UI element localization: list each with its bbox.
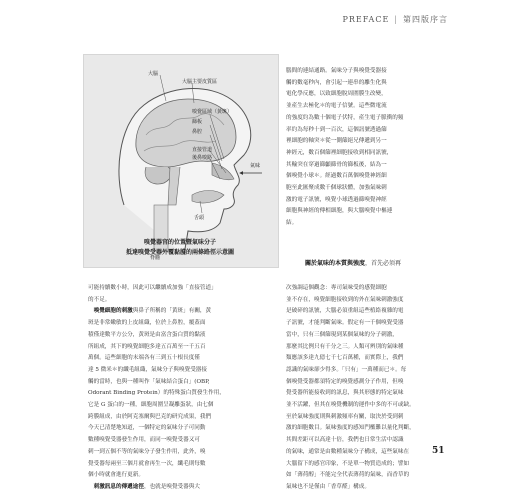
text-line: 氣味也不是僅由「香草醛」構成。 [286,483,370,490]
text-line: 腦間的連結通路。氣味分子與嗅覺受器接 [286,68,387,74]
label-direct-path: 直接管道 [192,147,213,153]
header-section-en: PREFACE [342,15,390,24]
figure-caption [88,238,272,258]
label-spine: 脊髓 [150,255,161,261]
text-line: 神經元，數百個篩裡細胞接收到相同訊號， [286,149,393,156]
text-line: 並不存在，嗅覺細胞接收到的外在氣味刺激強度 [286,296,404,303]
text-line: 達 5 微米＊的纖毛組織，氣味分子與嗅覺受器接 [88,366,207,373]
text-line: 激的電子訊號，嗅覺小球透過篩嗅覺神經 [286,196,387,203]
caption-line: 嗅覺器官的位置暨氣味分子 [143,239,216,246]
text-line: 的不足。 [88,296,111,303]
text-line: 激的細胞數目。氣味強度的感知門檻難以量化判斷， [286,425,415,432]
label-olfactory-area: 嗅覺區域（黃斑） [192,109,233,115]
text-line: 刺一到五個不等的氣味分子發生作用，此外，嗅 [88,448,206,455]
text-line: 可能持續數小時，因此可以繼續成加強「直接管道」 [88,285,217,291]
label-cortex: 大腦主要皮質區 [182,79,218,85]
text-line: 那麼其比例只有千分之三。人類可辨別的氣味種 [286,343,404,350]
text-line: 胞至此匯聚成數千個球狀體，加強氣味刺 [286,185,387,192]
label-retronasal: 後鼻嗅路 [192,155,213,161]
text-fragment: ，也就是嗅覺受器與大 [143,483,200,490]
paragraph-first-line [88,482,268,494]
text-line: 電化學反應，以致細胞脫周圍膜生改變， [286,91,387,98]
text-line: 並產生去極化＊的電子信號。這些微電流 [286,103,387,110]
text-line: 跨膜組成，由於阿克塞爾與巴克的研究成果，我們 [88,413,212,420]
text-line: 其間差距可以高達十倍，我們也日常生活中認識 [286,437,404,444]
text-line: 其輸突在穿過篩顱篩骨的篩板後，結為一 [286,161,387,168]
section-subheading [305,258,401,267]
left-column-bottom [88,283,268,494]
text-line: 萬個。這些細胞的末端各有三到五十根長度僅 [88,355,200,362]
subheading-tail: ，首先必須再 [365,260,402,267]
text-line: Odorant Binding Protein）的特殊蛋白質發生作用， [88,390,225,397]
paragraph-first-line [88,306,268,318]
text-line: 至於氣味強度則與刺激頻率有關，取決於受到刺 [286,413,404,420]
inline-heading: 嗅覺細胞的刺激 [93,308,133,315]
text-line: 是破碎的訊號，大腦必須重組這些植絡複雜的電 [286,308,404,315]
text-line: 的氣味，通常是由數種氣味分子構成，這些氣味在 [286,448,410,455]
text-line: 類應該多達九億七千七百萬種，而實際上，我們 [286,355,404,362]
text-line: 今天已清楚地知道，一個特定的氣味分子可同動 [88,425,206,432]
head-cross-section-diagram [84,55,278,267]
text-line: 結。 [286,220,298,227]
text-line: 覺受器所能接收到的訊息，與其形態的特定氣味 [286,390,404,397]
header-separator: | [394,15,398,24]
text-line: 觸的數毫秒內，會引起一連串的離生化與 [286,79,387,86]
text-line: 它是 G 蛋白的一種，細胞周圍呈凝離蛋狀，由七個 [88,402,214,409]
text-line: 個小時就會進行更新。 [88,472,144,479]
text-line: 並不活躍，但其在嗅覺機制的運作中多的不可或缺。 [286,402,415,409]
text-line: 的強度約為數十個電子伏特，產生電子脈衝的頻 [286,114,404,121]
caption-line: 抵達嗅覺受器外覆黏膜的兩條路徑示意圖 [125,249,234,256]
text-line: 如「薄荷醇」不能完全代表薄荷的氣味，而香草的 [286,472,410,479]
text-line: 所組成，其下的嗅覺細胞多達五百萬至一千五百 [88,343,206,350]
text-line: 細胞與神經的傳相細胞，與大腦嗅覺中樞連 [286,208,393,215]
right-column-top [286,66,434,230]
inline-heading: 刺激訊息的傳遞途徑 [93,483,144,490]
text-line: 大腦留下的感官印象，不是單一物質造成的；譬如 [286,460,410,467]
page-number: 51 [432,446,445,456]
text-line: 數種嗅覺受器發生作用，而同一嗅覺受器又可 [88,437,200,444]
text-line: 個嗅覺受器都須特定的嗅覺感測分子作用，但嗅 [286,378,404,385]
label-tongue: 舌頭 [194,215,205,221]
text-fragment: 與鼻子所稱的「黃斑」有關，黃 [132,308,212,315]
label-cribriform-plate: 篩板 [192,119,203,125]
text-line: 覺受器每兩至三個月就會再生一次，纖毛則每數 [88,460,206,467]
text-line: 裡細胞的軸突＊從一側篩絕兄傳遞到另一 [286,138,387,145]
text-line: 率約為每秒十到一百次，這個訊號透過篩 [286,126,387,133]
subheading-bold: 關於氣味的本質與強度 [305,260,366,267]
anatomy-figure [83,54,279,268]
running-header [342,14,448,25]
text-line: 次強調這個觀念：專司氣味受的感覺細胞 [286,285,387,291]
text-line: 積僅達數平方公分，黃斑是由富含蛋白質的黏液 [88,331,206,338]
text-line: 子訊號，才能判斷氣味。假定有一千個嗅覺受器 [286,320,404,327]
label-cerebrum: 大腦 [148,71,159,77]
label-nasal-cavity: 鼻腔 [192,129,203,135]
right-column-bottom [286,283,434,494]
text-line: 個嗅覺小球＊。經過數百萬個嗅覺神經細 [286,173,387,180]
text-line: 當中，只有三個篩現到某個氣味的分子刺激， [286,331,398,338]
header-section-zh: 第四版序言 [403,15,448,24]
text-line: 觸的當時，也與一種叫作「氣味結合蛋白」(OBP, [88,378,210,385]
label-odor: 氣味 [250,163,261,169]
text-line: 認識的氣味卻少得多。「只有」一萬種而已＊。每 [286,366,407,373]
text-line: 斑是非常嫩敏的上皮組織，位於上鼻腔，覆蓋面 [88,320,206,327]
